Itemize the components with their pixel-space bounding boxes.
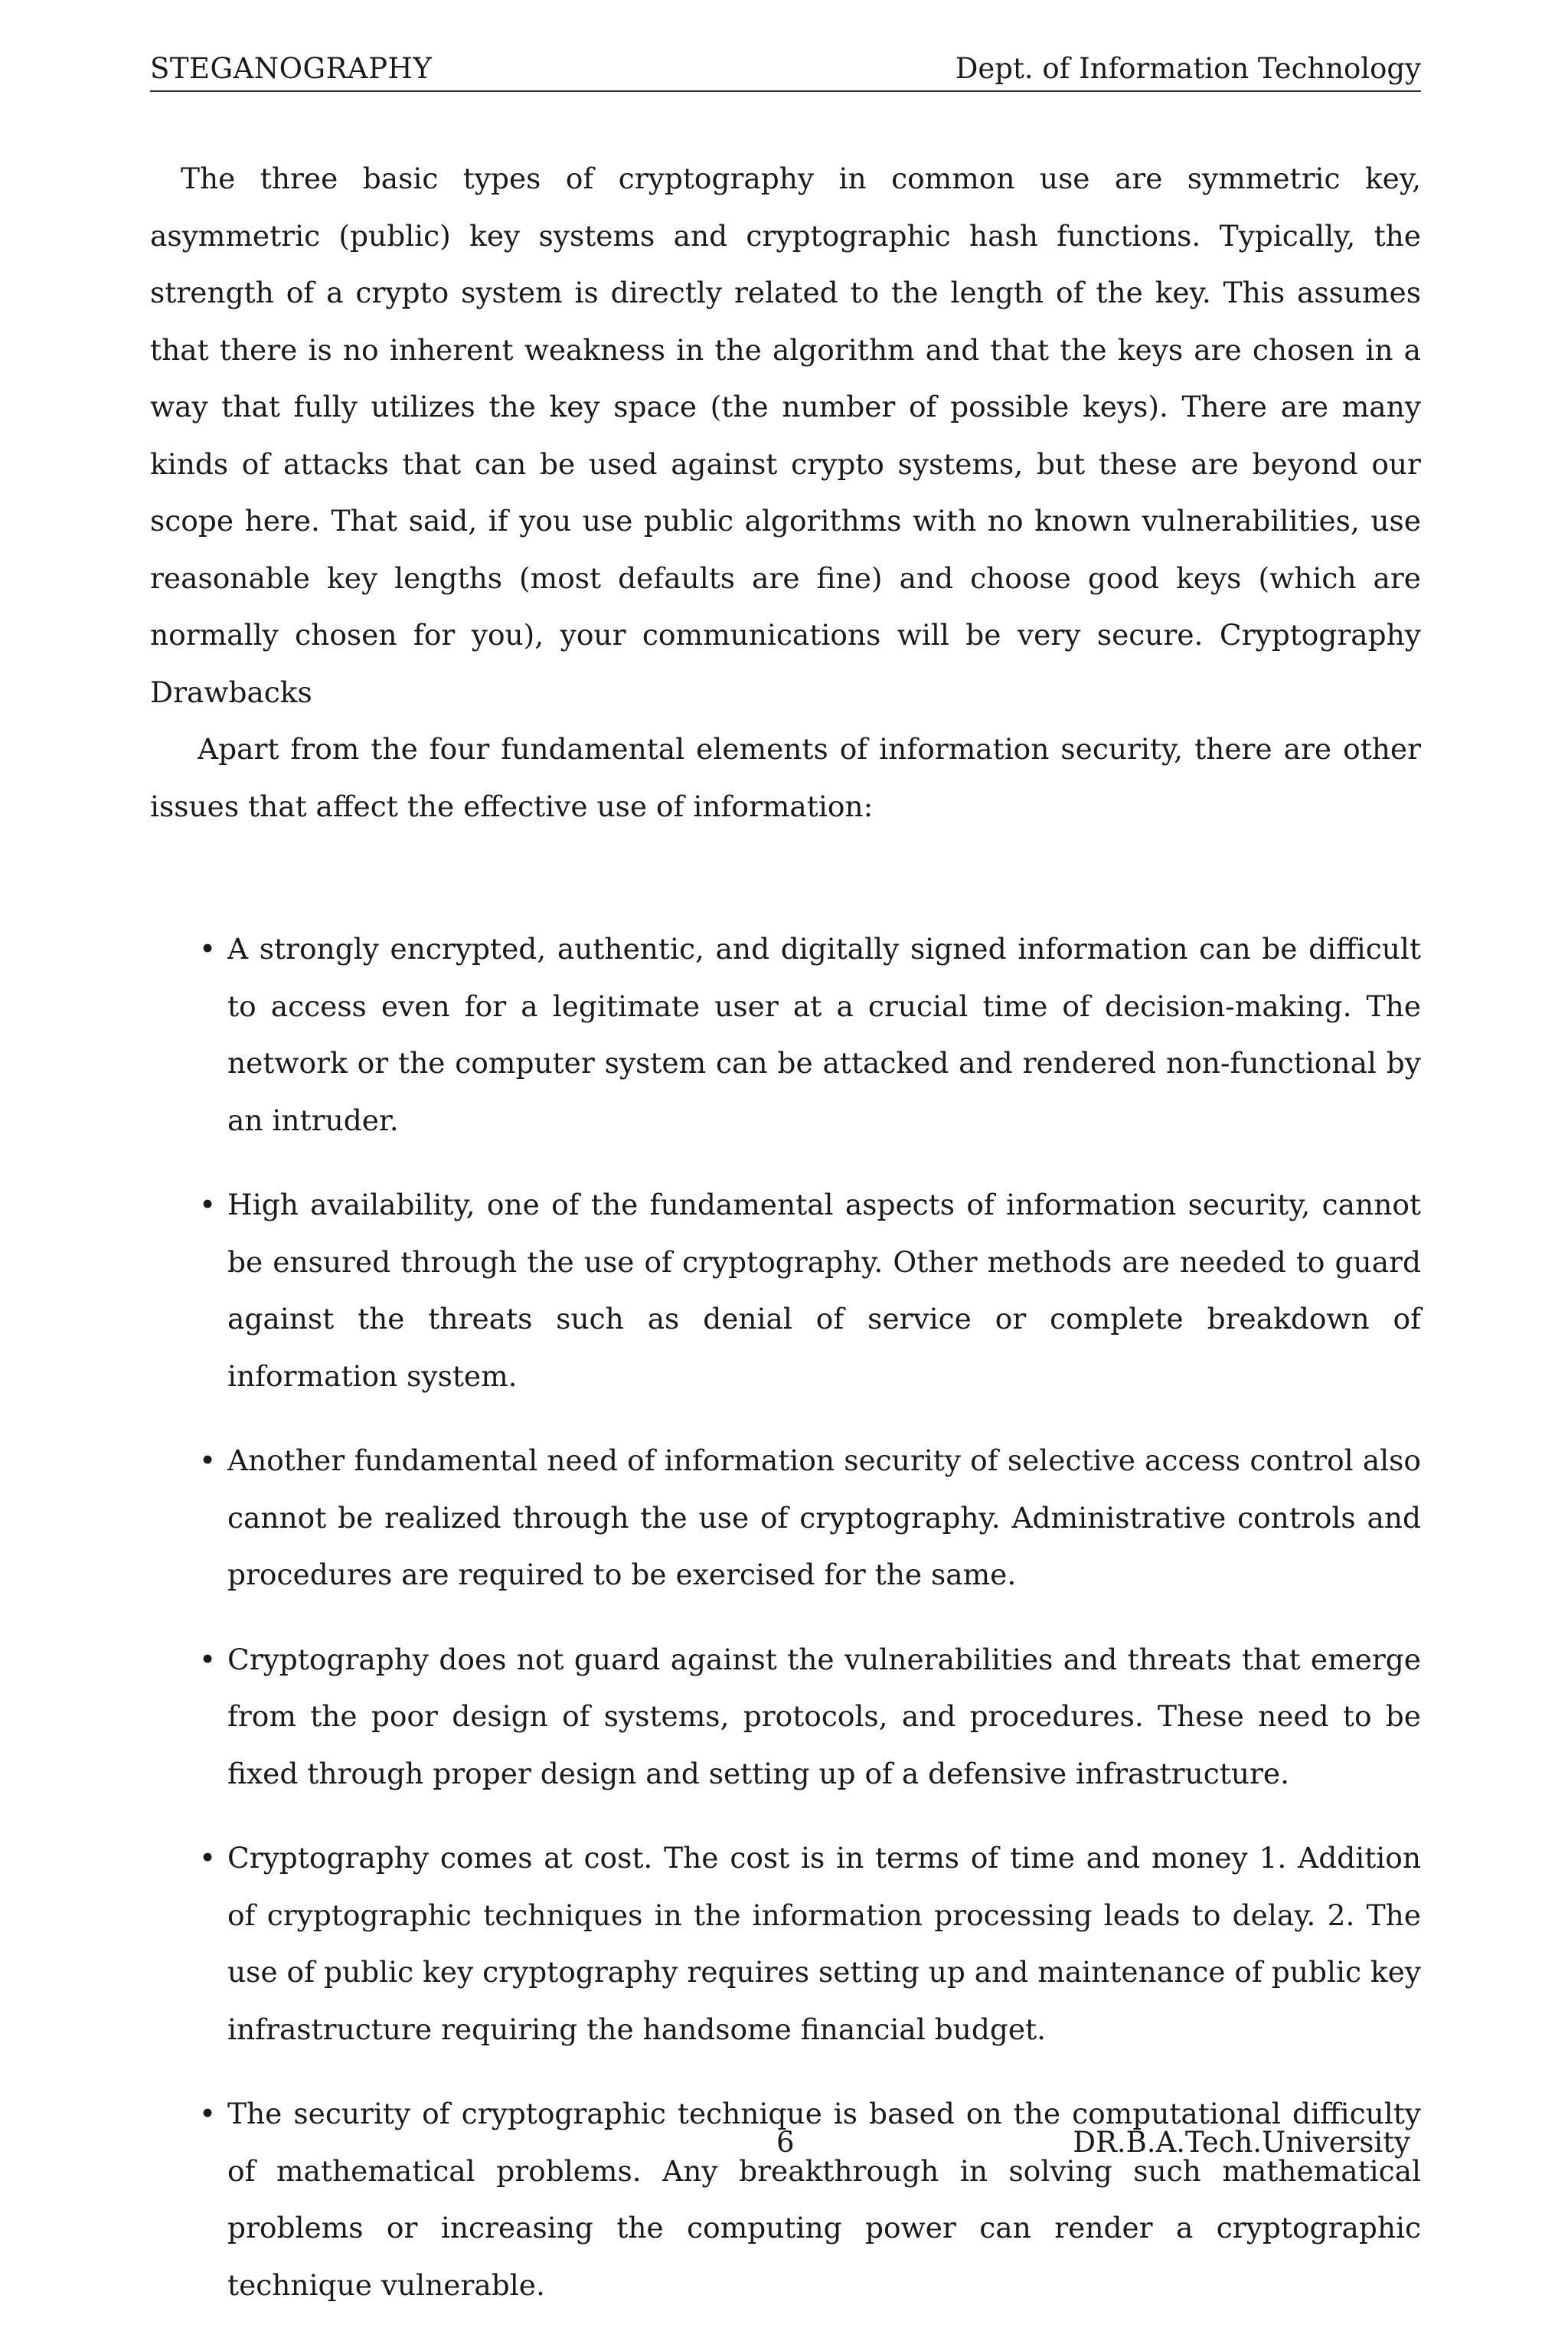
bullet-icon: • xyxy=(198,1642,217,1676)
list-item xyxy=(150,1631,1421,1803)
header-department: Dept. of Information Technology xyxy=(955,52,1421,85)
list-item-text: Cryptography does not guard against the vulnerabilities and threats that emerge from the poor design of systems, protocols, and procedures. These need to be fixed through proper design and setting up of a defensive infrastructure. xyxy=(227,1642,1421,1790)
bullet-icon: • xyxy=(198,1188,217,1221)
drawbacks-list xyxy=(150,920,1421,2313)
header-title: STEGANOGRAPHY xyxy=(150,52,433,85)
bullet-icon: • xyxy=(198,1444,217,1477)
bullet-icon: • xyxy=(198,932,217,966)
list-item-text: High availability, one of the fundamental aspects of information security, cannot be ensured through the use of cryptography. Other methods are needed to guard against the threats such as denial of service or complete breakdown of information system. xyxy=(227,1188,1421,1393)
page-header xyxy=(150,47,1421,92)
list-item xyxy=(150,1829,1421,2058)
paragraph-cryptography-types: The three basic types of cryptography in common use are symmetric key, asymmetric (public) key systems and cryptographic hash functions. Typically, the strength of a crypto system is directly related to the length of the key. This assumes that there is no inherent weakness in the algorithm and that the keys are chosen in a way that fully utilizes the key space (the number of possible keys). There are many kinds of attacks that can be used against crypto systems, but these are beyond our scope here. That said, if you use public algorithms with no known vulnerabilities, use reasonable key lengths (most defaults are fine) and choose good keys (which are normally chosen for you), your communications will be very secure. Cryptography Drawbacks xyxy=(150,162,1421,709)
page-number: 6 xyxy=(776,2126,795,2159)
paragraph-drawbacks-intro: Apart from the four fundamental elements of information security, there are other issues that affect the effective use of information: xyxy=(150,732,1421,823)
bullet-icon: • xyxy=(198,2097,217,2130)
list-item-text: Cryptography comes at cost. The cost is in terms of time and money 1. Addition of cryptographic techniques in the information processing leads to delay. 2. The use of public key cryptography requires setting up and maintenance of public key infrastructure requiring the handsome financial budget. xyxy=(227,1841,1421,2046)
bullet-icon: • xyxy=(198,1841,217,1875)
list-item-text: Another fundamental need of information security of selective access control also cannot be realized through the use of cryptography. Administrative controls and procedures are required to be exercised for the same. xyxy=(227,1444,1421,1591)
list-item-text: A strongly encrypted, authentic, and digitally signed information can be difficult to access even for a legitimate user at a crucial time of decision-making. The network or the computer system can be attacked and rendered non-functional by an intruder. xyxy=(227,932,1421,1137)
list-item xyxy=(150,1432,1421,1604)
footer-university: DR.B.A.Tech.University xyxy=(1073,2126,1410,2159)
page-footer xyxy=(0,2120,1568,2166)
list-item xyxy=(150,920,1421,1149)
list-item xyxy=(150,1176,1421,1404)
list-item-text: The security of cryptographic technique is based on the computational difficulty of mathematical problems. Any breakthrough in solving such mathematical problems or increasing the computing power can render a cryptographic technique vulnerable. xyxy=(227,2097,1421,2302)
page-body xyxy=(150,150,1421,2341)
